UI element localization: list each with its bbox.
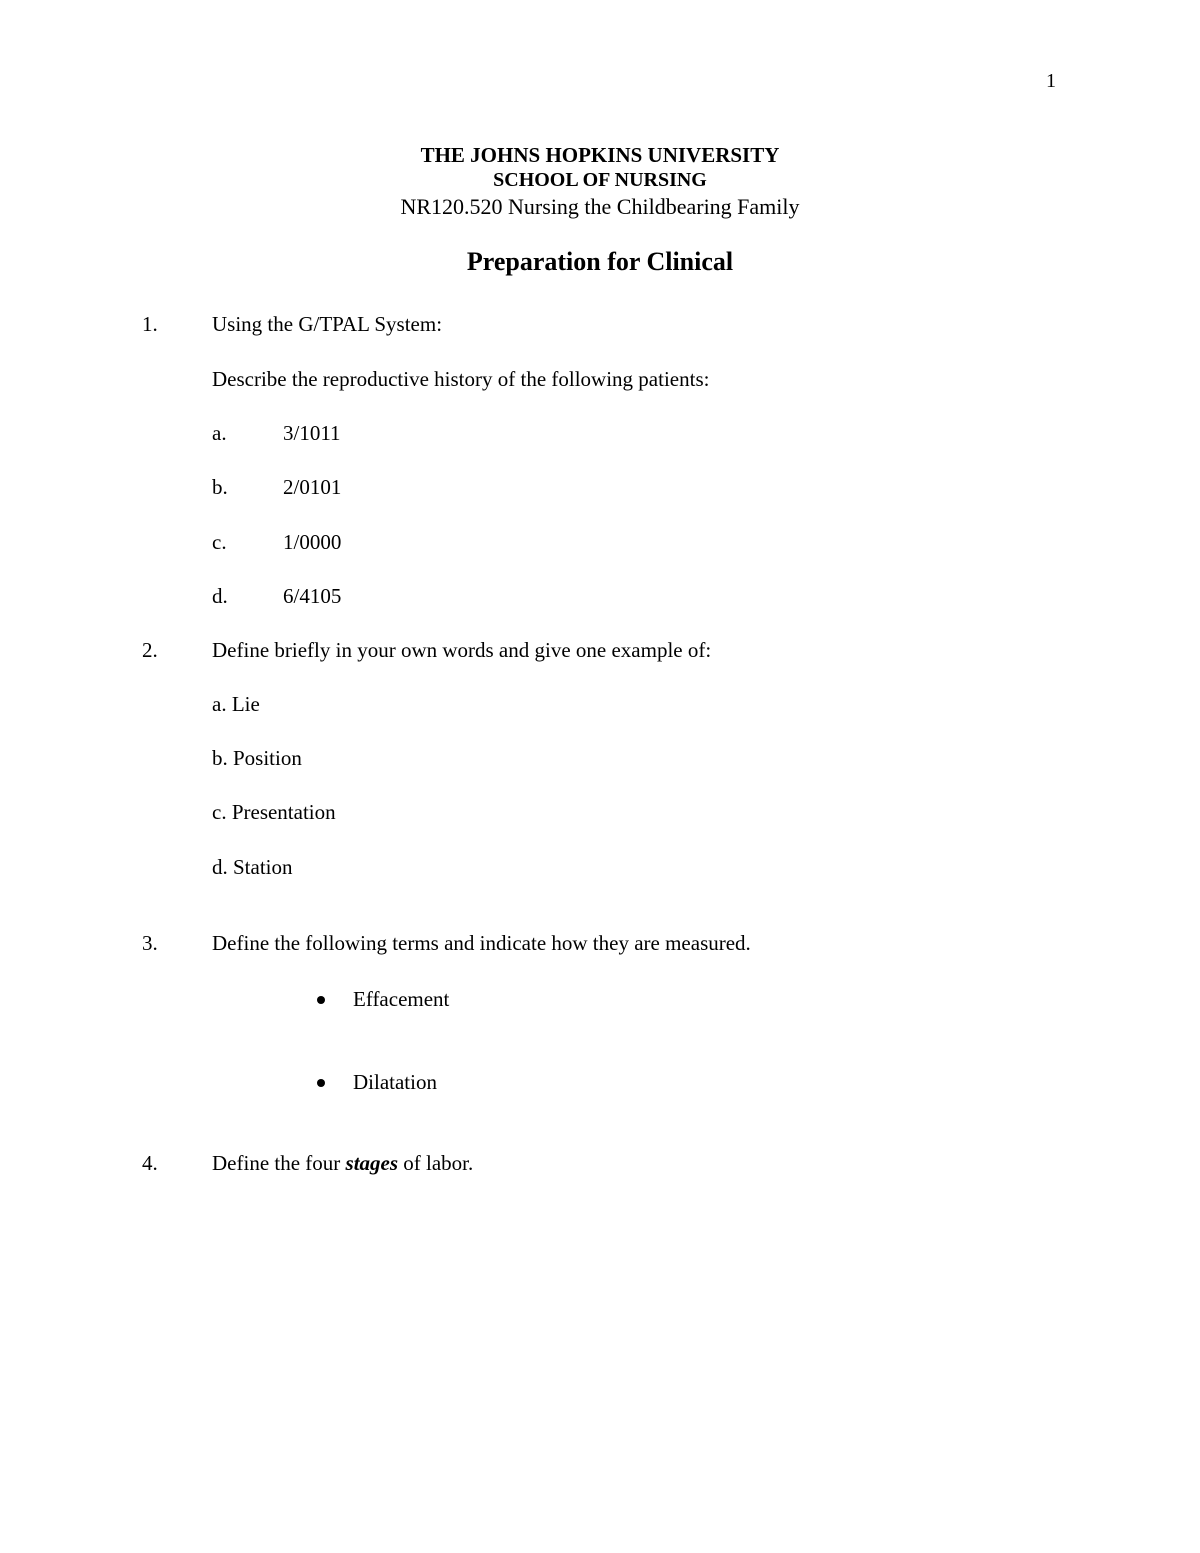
question-text bbox=[212, 1151, 473, 1176]
text-after: of labor. bbox=[398, 1151, 474, 1175]
page-number: 1 bbox=[1046, 70, 1056, 92]
text-before: Define the four bbox=[212, 1151, 346, 1175]
list-item: a. Lie bbox=[212, 692, 260, 716]
question-instruction: Describe the reproductive history of the following patients: bbox=[212, 367, 710, 391]
item-label: c. bbox=[212, 530, 227, 554]
item-label: d. bbox=[212, 584, 228, 608]
bullet-text: Dilatation bbox=[353, 1070, 437, 1094]
question-text: Define the following terms and indicate how they are measured. bbox=[212, 931, 751, 955]
question-text: Using the G/TPAL System: bbox=[212, 312, 443, 336]
question-text: Define briefly in your own words and give one example of: bbox=[212, 638, 712, 662]
school-name: SCHOOL OF NURSING bbox=[493, 169, 707, 191]
bullet-text: Effacement bbox=[353, 987, 450, 1011]
list-item: b. Position bbox=[212, 746, 302, 770]
course-title: NR120.520 Nursing the Childbearing Family bbox=[400, 194, 800, 219]
question-number: 2. bbox=[142, 638, 158, 662]
item-value: 1/0000 bbox=[283, 530, 342, 554]
item-value: 3/1011 bbox=[283, 421, 341, 445]
bullet-icon bbox=[317, 996, 325, 1004]
item-label: b. bbox=[212, 475, 228, 499]
question-number: 1. bbox=[142, 312, 158, 336]
item-value: 6/4105 bbox=[283, 584, 342, 608]
document-title: Preparation for Clinical bbox=[466, 247, 734, 276]
item-value: 2/0101 bbox=[283, 475, 342, 499]
question-number: 4. bbox=[142, 1151, 158, 1175]
list-item: c. Presentation bbox=[212, 800, 336, 824]
question-number: 3. bbox=[142, 931, 158, 955]
university-name: THE JOHNS HOPKINS UNIVERSITY bbox=[420, 143, 780, 167]
item-label: a. bbox=[212, 421, 227, 445]
bullet-icon bbox=[317, 1079, 325, 1087]
list-item: d. Station bbox=[212, 855, 293, 879]
emphasis-stages: stages bbox=[345, 1151, 399, 1175]
